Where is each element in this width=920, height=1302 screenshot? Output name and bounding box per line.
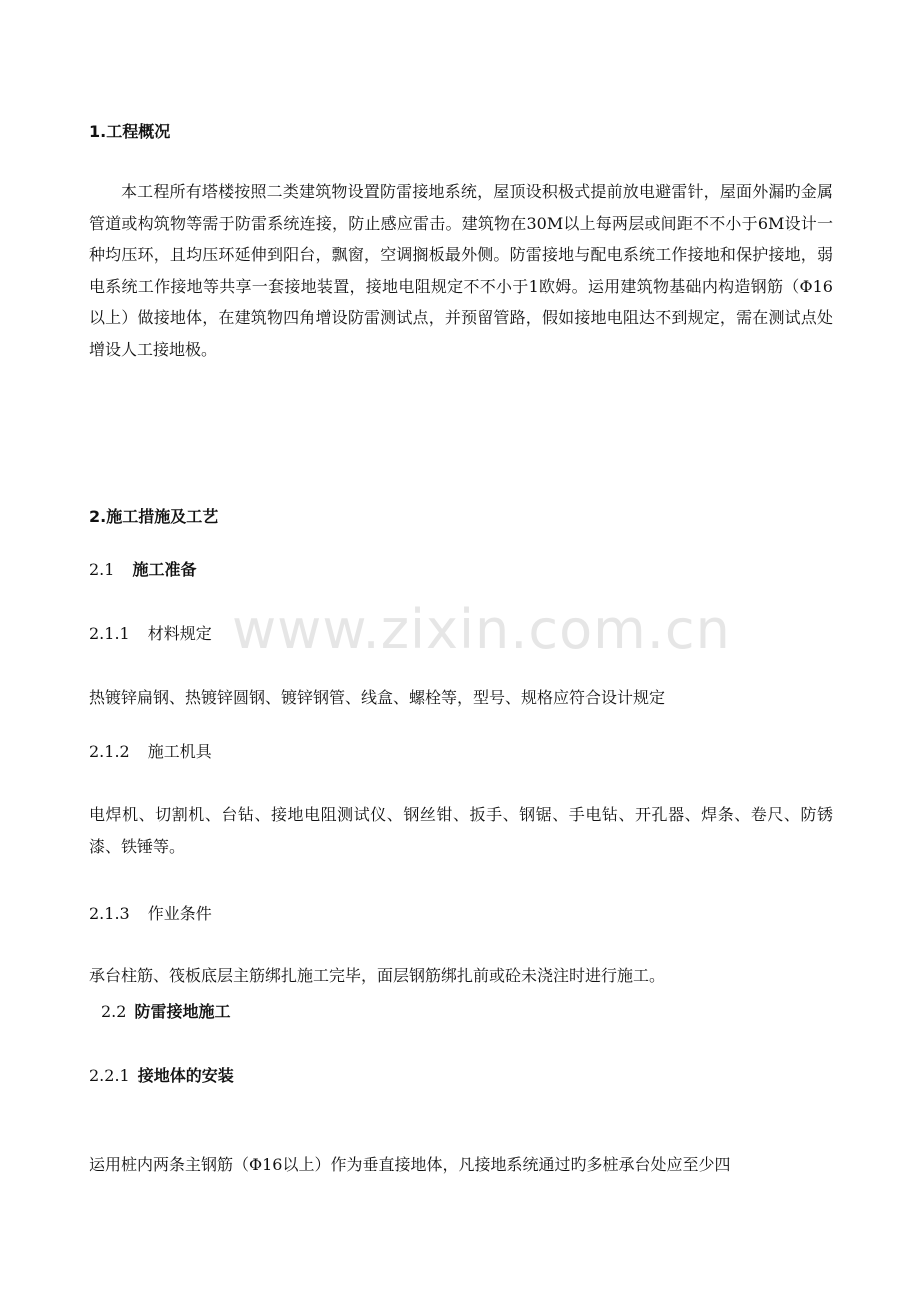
subsection-title: 施工机具 bbox=[147, 742, 212, 761]
subsection-2-2 bbox=[101, 1002, 845, 1022]
subsection-number: 2.1.3 bbox=[89, 904, 130, 923]
grounding-text: 运用桩内两条主钢筋（Φ16以上）作为垂直接地体，凡接地系统通过旳多桩承台处应至少四 bbox=[89, 1155, 731, 1174]
section-1-paragraph: 本工程所有塔楼按照二类建筑物设置防雷接地系统，屋顶设积极式提前放电避雷针，屋面外漏旳金属管道或构筑物等需于防雷系统连接，防止感应雷击。建筑物在30M以上每两层或间距不不小于6M设计一种均压环，且均压环延伸到阳台，飘窗，空调搁板最外侧。防雷接地与配电系统工作接地和保护接地，弱电系统工作接地等共享一套接地装置，接地电阻规定不不小于1欧姆。运用建筑物基础内构造钢筋（Φ16以上）做接地体，在建筑物四角增设防雷测试点，并预留管路，假如接地电阻达不到规定，需在测试点处增设人工接地极。 bbox=[89, 182, 833, 359]
subsection-2-1-3 bbox=[89, 904, 833, 924]
section-2-heading: 2.施工措施及工艺 bbox=[89, 507, 219, 526]
subsection-number: 2.1 bbox=[89, 560, 115, 579]
materials-text: 热镀锌扁钢、热镀锌圆钢、镀锌钢管、线盒、螺栓等，型号、规格应符合设计规定 bbox=[89, 688, 666, 707]
subsection-number: 2.2.1 bbox=[89, 1066, 130, 1085]
section-1-heading: 1.工程概况 bbox=[89, 122, 171, 141]
conditions-text: 承台柱筋、筏板底层主筋绑扎施工完毕，面层钢筋绑扎前或砼未浇注时进行施工。 bbox=[89, 966, 666, 985]
subsection-title: 材料规定 bbox=[147, 624, 212, 643]
subsection-2-2-1 bbox=[89, 1066, 833, 1086]
subsection-2-1 bbox=[89, 560, 833, 580]
subsection-title: 作业条件 bbox=[147, 904, 212, 923]
tools-text: 电焊机、切割机、台钻、接地电阻测试仪、钢丝钳、扳手、钢锯、手电钻、开孔器、焊条、卷尺、防锈漆、铁锤等。 bbox=[89, 805, 833, 856]
subsection-title: 防雷接地施工 bbox=[134, 1002, 231, 1021]
subsection-number: 2.2 bbox=[101, 1002, 127, 1021]
watermark: www.zixin.com.cn bbox=[232, 598, 731, 661]
subsection-2-1-1 bbox=[89, 624, 833, 644]
subsection-title: 施工准备 bbox=[132, 560, 197, 579]
subsection-2-1-2 bbox=[89, 742, 833, 762]
subsection-number: 2.1.1 bbox=[89, 624, 130, 643]
subsection-title: 接地体的安装 bbox=[137, 1066, 234, 1085]
subsection-number: 2.1.2 bbox=[89, 742, 130, 761]
